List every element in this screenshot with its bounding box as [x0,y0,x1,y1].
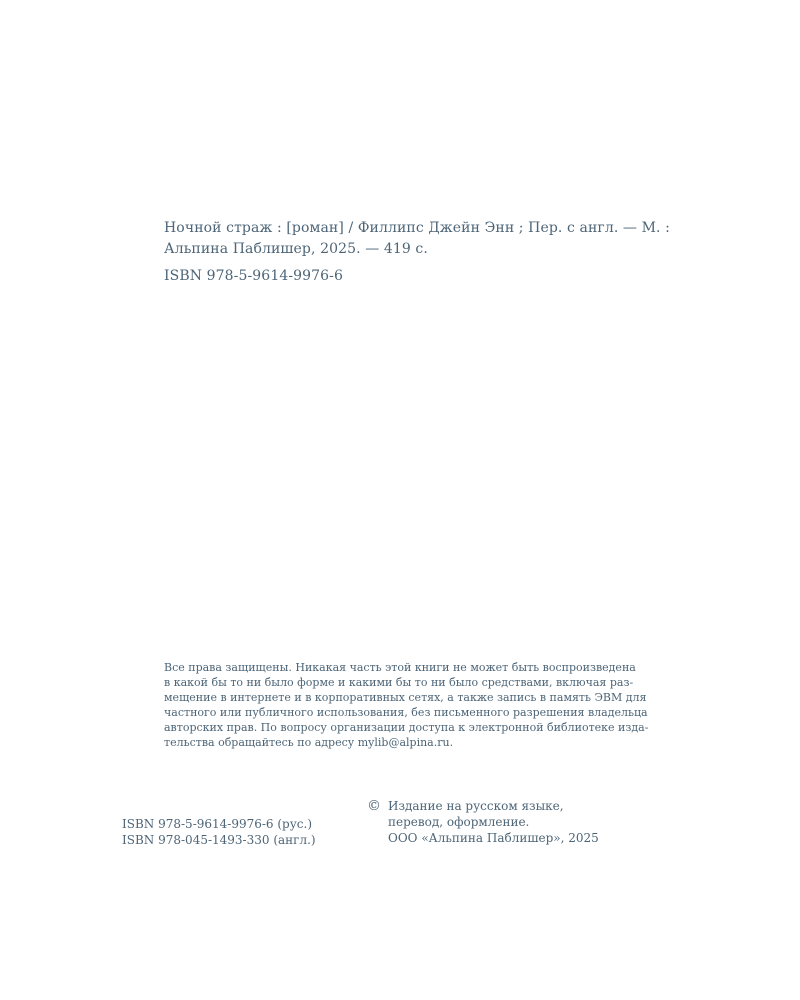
isbn-english: ISBN 978-045-1493-330 (англ.) [122,833,316,847]
bibliographic-record [164,218,684,287]
isbn-main: ISBN 978-5-9614-9976-6 [164,268,344,284]
rights-notice-line: частного или публичного использования, без письменного разрешения владельца [164,706,648,719]
rights-notice-line: авторских прав. По вопросу организации доступа к электронной библиотеке изда- [164,721,649,734]
bibliographic-line: Альпина Паблишер, 2025. — 419 с. [164,241,428,257]
copyright-icon: © [367,798,381,814]
rights-notice-line: мещение в интернете и в корпоративных сетях, а также запись в память ЭВМ для [164,691,647,704]
rights-notice [164,660,704,750]
copyright-text [388,798,599,846]
rights-notice-line: Все права защищены. Никакая часть этой книги не может быть воспроизведена [164,661,636,674]
rights-notice-line: тельства обращайтесь по адресу mylib@alpina.ru. [164,736,454,749]
bibliographic-line: Ночной страж : [роман] / Филлипс Джейн Энн ; Пер. с англ. — М. : [164,220,670,236]
copyright-line: ООО «Альпина Паблишер», 2025 [388,831,599,845]
copyright-line: Издание на русском языке, [388,799,564,813]
rights-notice-line: в какой бы то ни было форме и какими бы то ни было средствами, включая раз- [164,676,634,689]
isbn-list [122,816,316,848]
copyright-line: перевод, оформление. [388,815,530,829]
isbn-russian: ISBN 978-5-9614-9976-6 (рус.) [122,817,313,831]
